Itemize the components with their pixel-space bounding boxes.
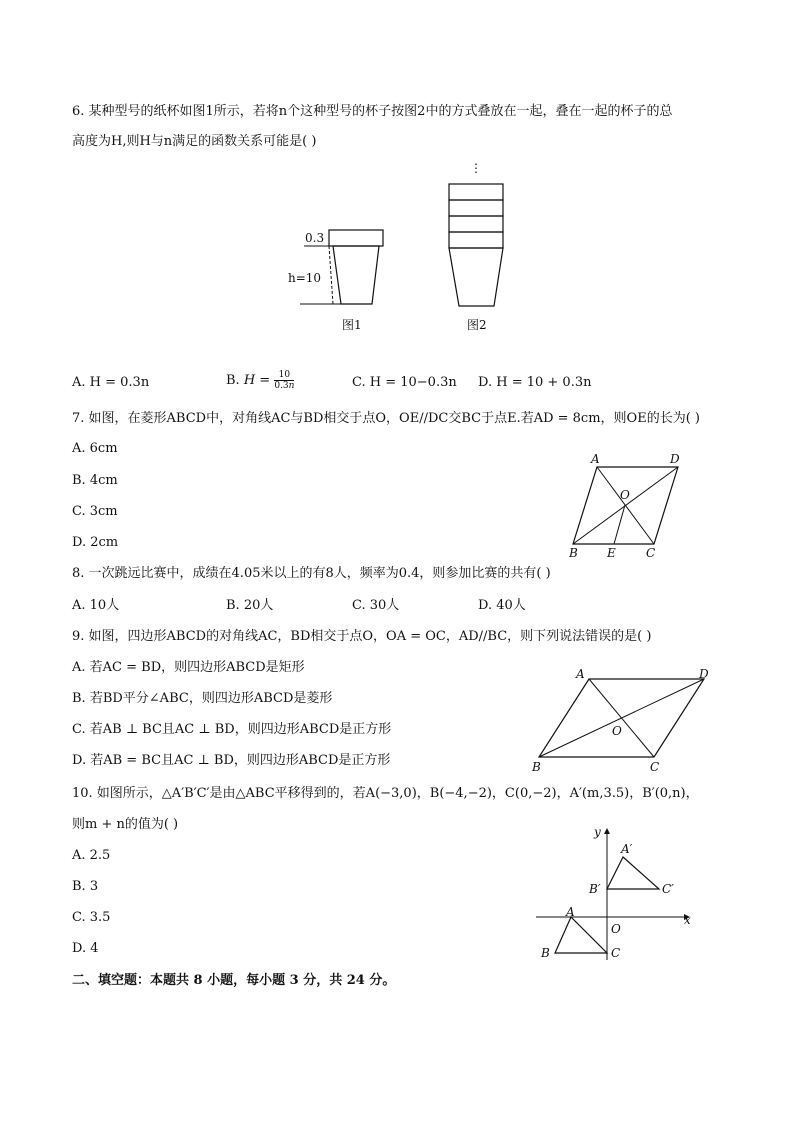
q10-label-a-prime: A′ xyxy=(621,842,633,856)
q8-option-d: D. 40人 xyxy=(478,598,526,613)
q10-stem-line1: 10. 如图所示，△A′B′C′是由△ABC平移得到的，若A(−3,0)，B(−4,−2)，C(0,−2)，A′(m,3.5)，B′(0,n)， xyxy=(72,786,699,801)
q7-label-b: B xyxy=(569,546,578,560)
q8-option-c: C. 30人 xyxy=(352,598,400,613)
q10-label-o: O xyxy=(611,922,621,936)
q10-option-b: B. 3 xyxy=(72,879,99,894)
q6-stem-line2: 高度为H,则H与n满足的函数关系可能是( ) xyxy=(72,134,317,149)
q10-label-a: A xyxy=(566,905,575,919)
q7-option-b: B. 4cm xyxy=(72,473,118,488)
q6-fig2-caption: 图2 xyxy=(467,318,487,332)
section2-heading: 二、填空题：本题共 8 小题，每小题 3 分，共 24 分。 xyxy=(72,973,396,988)
q6-option-d: D. H = 10 + 0.3n xyxy=(478,375,592,390)
q10-stem-line2: 则m + n的值为( ) xyxy=(72,817,179,832)
q7-option-c: C. 3cm xyxy=(72,504,118,519)
q10-label-b-prime: B′ xyxy=(589,882,601,896)
q7-label-a: A xyxy=(591,452,600,466)
q10-label-c-prime: C′ xyxy=(662,882,674,896)
q9-option-a: A. 若AC = BD，则四边形ABCD是矩形 xyxy=(72,660,305,675)
q7-option-a: A. 6cm xyxy=(72,441,118,456)
q7-label-d: D xyxy=(670,452,680,466)
q6-fig1-caption: 图1 xyxy=(342,318,362,332)
q6-option-c: C. H = 10−0.3n xyxy=(352,375,457,390)
q8-option-a: A. 10人 xyxy=(72,598,120,613)
q10-option-d: D. 4 xyxy=(72,941,99,956)
q6-option-a: A. H = 0.3n xyxy=(72,375,150,390)
q7-label-o: O xyxy=(620,488,630,502)
q6-stem-line1: 6. 某种型号的纸杯如图1所示，若将n个这种型号的杯子按图2中的方式叠放在一起，叠在一起的杯子的总 xyxy=(72,104,673,119)
q7-label-c: C xyxy=(646,546,656,560)
q9-option-c: C. 若AB ⊥ BC且AC ⊥ BD，则四边形ABCD是正方形 xyxy=(72,722,392,737)
q9-stem: 9. 如图，四边形ABCD的对角线AC，BD相交于点O，OA = OC，AD//BC，则下列说法错误的是( ) xyxy=(72,629,652,644)
q10-label-b: B xyxy=(541,946,550,960)
q9-option-d: D. 若AB = BC且AC ⊥ BD，则四边形ABCD是正方形 xyxy=(72,753,391,768)
q6-h-label: h=10 xyxy=(288,271,322,285)
q9-label-d: D xyxy=(699,667,709,681)
q9-label-a: A xyxy=(576,667,585,681)
q8-stem: 8. 一次跳远比赛中，成绩在4.05米以上的有8人，频率为0.4，则参加比赛的共有( ) xyxy=(72,566,551,581)
q8-option-b: B. 20人 xyxy=(226,598,274,613)
q7-option-d: D. 2cm xyxy=(72,535,119,550)
q9-label-c: C xyxy=(650,760,660,774)
q6-fig2-dots: ⋮ xyxy=(470,161,482,175)
q10-label-y: y xyxy=(594,825,601,839)
q10-option-c: C. 3.5 xyxy=(72,910,111,925)
q6-option-b: B. H = $\frac{10}{0.3n}$ xyxy=(226,370,295,391)
q9-label-o: O xyxy=(612,724,622,738)
q9-label-b: B xyxy=(532,760,541,774)
q9-option-b: B. 若BD平分∠ABC，则四边形ABCD是菱形 xyxy=(72,691,333,706)
q10-option-a: A. 2.5 xyxy=(72,848,111,863)
q7-label-e: E xyxy=(607,546,616,560)
q6-rim-label: 0.3 xyxy=(305,231,325,245)
q10-label-c: C xyxy=(611,946,621,960)
q10-label-x: x xyxy=(684,913,691,927)
q7-stem: 7. 如图，在菱形ABCD中，对角线AC与BD相交于点O，OE//DC交BC于点E.若AD = 8cm，则OE的长为( ) xyxy=(72,411,700,426)
